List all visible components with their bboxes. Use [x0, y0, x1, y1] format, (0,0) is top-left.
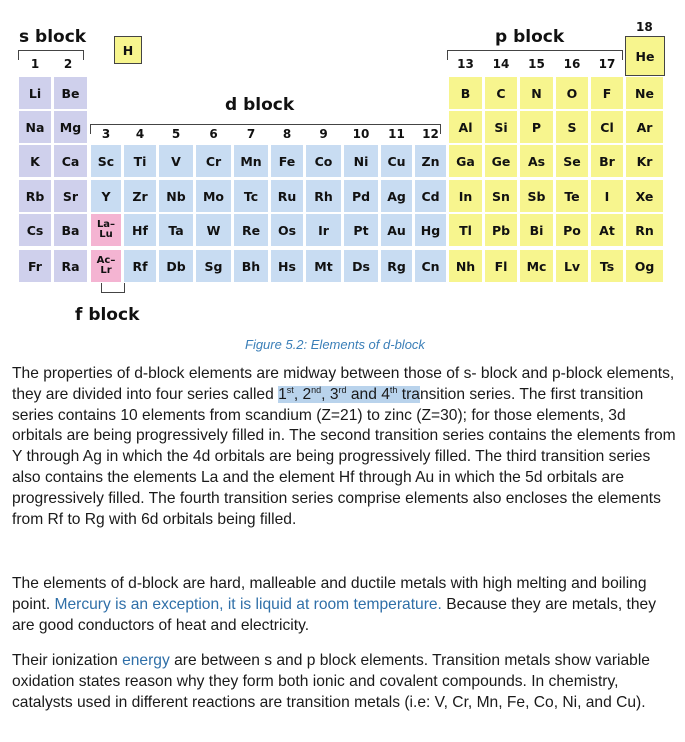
p2-text-b: Because they are metals, they are good conductors of heat and electricity.	[12, 595, 657, 634]
group-6-label: 6	[209, 127, 218, 141]
element-Db: Db	[158, 249, 194, 283]
group-7-label: 7	[246, 127, 256, 141]
element-In: In	[448, 179, 483, 213]
element-Ti: Ti	[123, 144, 157, 178]
element-Hs: Hs	[270, 249, 304, 283]
p3-energy-word: energy	[122, 652, 170, 669]
element-Be: Be	[53, 76, 88, 110]
element-Ag: Ag	[380, 179, 413, 213]
element-Cu: Cu	[380, 144, 413, 178]
element-S: S	[555, 110, 589, 144]
element-Fe: Fe	[270, 144, 304, 178]
element-Zn: Zn	[414, 144, 447, 178]
element-Ds: Ds	[343, 249, 379, 283]
element-Mo: Mo	[195, 179, 232, 213]
group-13-label: 13	[457, 57, 474, 71]
element-Fl: Fl	[484, 249, 518, 283]
element-Co: Co	[305, 144, 342, 178]
element-Sr: Sr	[53, 179, 88, 213]
s-block-title: s block	[19, 27, 87, 47]
element-B: B	[448, 76, 483, 110]
element-Al: Al	[448, 110, 483, 144]
element-Ar: Ar	[625, 110, 664, 144]
element-Hg: Hg	[414, 213, 447, 247]
element-Kr: Kr	[625, 144, 664, 178]
element-Sb: Sb	[519, 179, 554, 213]
element-Se: Se	[555, 144, 589, 178]
element-Pb: Pb	[484, 213, 518, 247]
d-block-title: d block	[225, 95, 295, 115]
fcell-part: Lr	[100, 265, 112, 276]
element-Ni: Ni	[343, 144, 379, 178]
group-11-label: 11	[388, 127, 405, 141]
element-Zr: Zr	[123, 179, 157, 213]
element-Rf: Rf	[123, 249, 157, 283]
element-Sg: Sg	[195, 249, 232, 283]
paragraph-3	[12, 651, 676, 713]
element-Ts: Ts	[590, 249, 624, 283]
element-Rh: Rh	[305, 179, 342, 213]
element-O: O	[555, 76, 589, 110]
element-Lv: Lv	[555, 249, 589, 283]
element-Og: Og	[625, 249, 664, 283]
element-P: P	[519, 110, 554, 144]
element-Ca: Ca	[53, 144, 88, 178]
element-Rb: Rb	[18, 179, 52, 213]
element-Mn: Mn	[233, 144, 269, 178]
element-Br: Br	[590, 144, 624, 178]
group-15-label: 15	[528, 57, 545, 71]
element-Sc: Sc	[90, 144, 122, 178]
p1-text-b: nsition series. The first transition series contains 10 elements from scandium (Z=21) to zinc (Z=30); for those elements, 3d orbitals are being progressively filled in. The second transition series contains the elements from Y through Ag in which the 4d orbitals are being progressively filled. The third transition series also contains the elements La and the element Hf through Au in which the 5d orbitals are progressively filled. The fourth transition series comprise elements also encloses the elements from Rf to Rg with 6d orbitals being filled.	[12, 385, 676, 528]
group-5-label: 5	[171, 127, 181, 141]
group-9-label: 9	[319, 127, 328, 141]
element-He: He	[625, 36, 665, 76]
element-Nb: Nb	[158, 179, 194, 213]
paragraph-1	[12, 364, 676, 530]
element-Te: Te	[555, 179, 589, 213]
element-Nh: Nh	[448, 249, 483, 283]
element-Cd: Cd	[414, 179, 447, 213]
element-Mg: Mg	[53, 110, 88, 144]
p3-text-a: Their ionization	[12, 652, 123, 669]
element-As: As	[519, 144, 554, 178]
element-Sn: Sn	[484, 179, 518, 213]
element-Fr: Fr	[18, 249, 52, 283]
p2-text-a: The elements of d-block are hard, malleable and ductile metals with high melting and boiling point.	[12, 575, 647, 613]
p2-mercury-note: Mercury is an exception, it is liquid at room temperature.	[54, 595, 442, 613]
element-Na: Na	[18, 110, 52, 144]
element-H: H	[114, 36, 142, 64]
group-18-label: 18	[636, 20, 653, 34]
element-AcLr	[90, 249, 122, 283]
element-Mc: Mc	[519, 249, 554, 283]
element-Bh: Bh	[233, 249, 269, 283]
series-highlight: 1st, 2nd, 3rd and 4th tra	[278, 384, 420, 403]
element-Bi: Bi	[519, 213, 554, 247]
paragraph-2	[12, 574, 676, 636]
group-10-label: 10	[352, 127, 370, 141]
element-Ta: Ta	[158, 213, 194, 247]
element-Cl: Cl	[590, 110, 624, 144]
element-Rn: Rn	[625, 213, 664, 247]
element-C: C	[484, 76, 518, 110]
group-8-label: 8	[282, 127, 292, 141]
element-LaLu	[90, 213, 122, 247]
element-V: V	[158, 144, 194, 178]
element-K: K	[18, 144, 52, 178]
p-block-title: p block	[495, 27, 565, 47]
element-W: W	[195, 213, 232, 247]
group-12-label: 12	[422, 127, 439, 141]
element-At: At	[590, 213, 624, 247]
group-3-label: 3	[101, 127, 111, 141]
element-Pt: Pt	[343, 213, 379, 247]
element-Cr: Cr	[195, 144, 232, 178]
element-Ir: Ir	[305, 213, 342, 247]
element-Ne: Ne	[625, 76, 664, 110]
group-16-label: 16	[563, 57, 581, 71]
figure-caption: Figure 5.2: Elements of d-block	[245, 337, 425, 352]
element-Rg: Rg	[380, 249, 413, 283]
element-Re: Re	[233, 213, 269, 247]
group-2-label: 2	[63, 57, 73, 71]
element-Ge: Ge	[484, 144, 518, 178]
element-Mt: Mt	[305, 249, 342, 283]
element-Si: Si	[484, 110, 518, 144]
element-Au: Au	[380, 213, 413, 247]
group-14-label: 14	[492, 57, 510, 71]
f-block-title: f block	[75, 305, 140, 325]
element-N: N	[519, 76, 554, 110]
element-Po: Po	[555, 213, 589, 247]
p3-text-b: are between s and p block elements. Transition metals show variable oxidation states reason why they form both ionic and covalent compounds. In chemistry, catalysts used in different reactions are transition metals (i.e: V, Cr, Mn, Fe, Co, Ni, and Cu).	[12, 652, 650, 711]
element-Li: Li	[18, 76, 52, 110]
element-F: F	[590, 76, 624, 110]
element-Ba: Ba	[53, 213, 88, 247]
f-block-bracket	[101, 283, 125, 293]
group-1-label: 1	[30, 57, 40, 71]
fcell-part: Lu	[99, 229, 113, 240]
group-4-label: 4	[135, 127, 145, 141]
element-Ru: Ru	[270, 179, 304, 213]
p1-text-a: The properties of d-block elements are midway between those of s- block and p-block elements, they are divided into four series called	[12, 365, 675, 403]
element-Ra: Ra	[53, 249, 88, 283]
element-Hf: Hf	[123, 213, 157, 247]
element-I: I	[590, 179, 624, 213]
element-Xe: Xe	[625, 179, 664, 213]
element-Cs: Cs	[18, 213, 52, 247]
element-Ga: Ga	[448, 144, 483, 178]
element-Y: Y	[90, 179, 122, 213]
fcell-part: Ac–	[96, 255, 116, 266]
fcell-part: La–	[96, 219, 116, 230]
element-Tc: Tc	[233, 179, 269, 213]
element-Cn: Cn	[414, 249, 447, 283]
element-Pd: Pd	[343, 179, 379, 213]
element-Tl: Tl	[448, 213, 483, 247]
element-Os: Os	[270, 213, 304, 247]
group-17-label: 17	[598, 57, 616, 71]
